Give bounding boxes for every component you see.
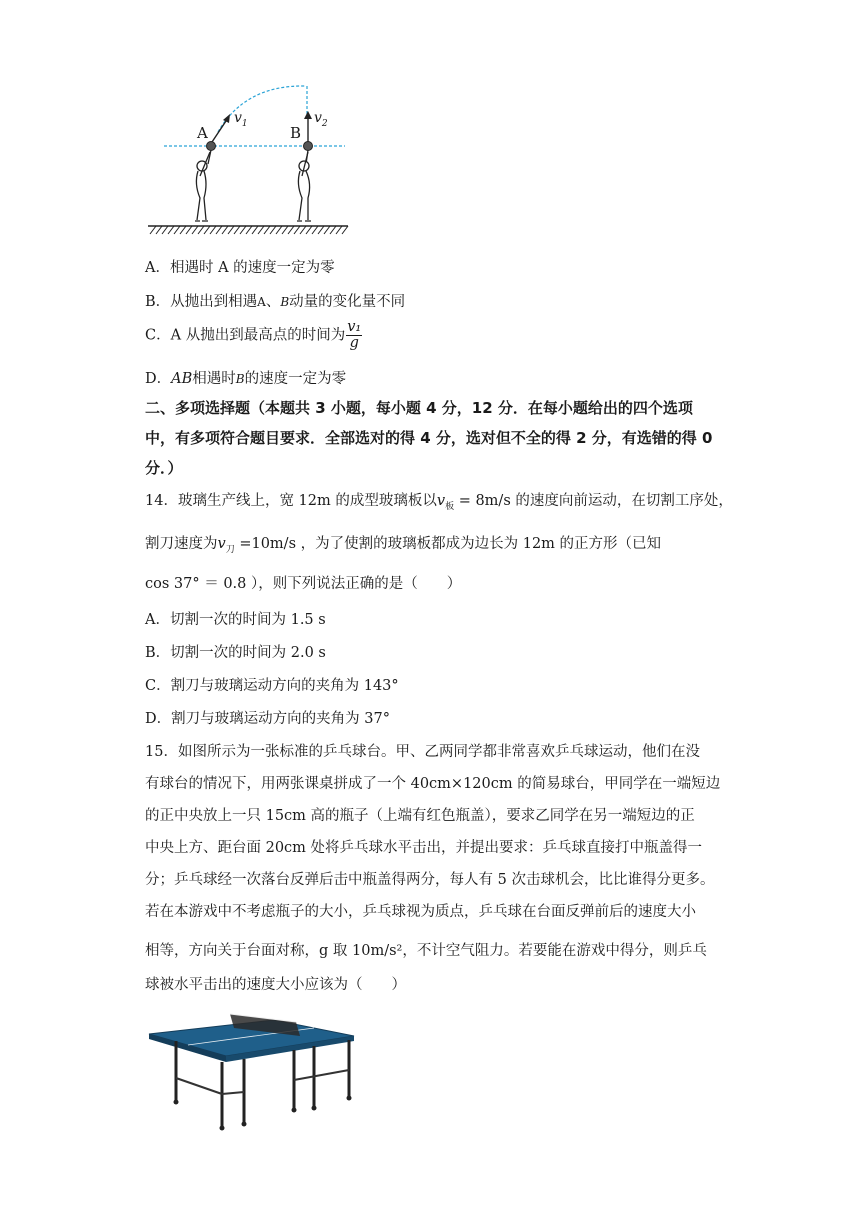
q14-line3: cos 37° ＝ 0.8 ），则下列说法正确的是（ ） <box>145 576 462 592</box>
q14-option-b: B．切割一次的时间为 2.0 s <box>145 645 326 661</box>
q14-option-d: D．割刀与玻璃运动方向的夹角为 37° <box>145 711 390 727</box>
q15-line: 的正中央放上一只 15cm 高的瓶子（上端有红色瓶盖），要求乙同学在另一端短边的正 <box>145 808 695 824</box>
label-a: A <box>197 124 208 142</box>
q15-line: 分；乒乓球经一次落台反弹后击中瓶盖得两分，每人有 5 次击球机会，比比谁得分更多。 <box>145 872 715 888</box>
label-v2: $v_2$ <box>314 110 328 129</box>
q13-option-c: C．A 从抛出到最高点的时间为 $\frac{\text{v₁}}{g}$ <box>145 319 362 351</box>
q14-option-c: C．割刀与玻璃运动方向的夹角为 143° <box>145 678 399 694</box>
q14-line1: 14．玻璃生产线上，宽 12m 的成型玻璃板以$v_板 = 8m/s$ 的速度向前运动，在切割工序处， <box>145 493 733 512</box>
q14-line2: 割刀速度为$v_刀 =10m/s$ ，为了使割的玻璃板都成为边长为 12m 的正方形（已知 <box>145 536 662 555</box>
q13-option-a: A．相遇时 A 的速度一定为零 <box>145 260 335 276</box>
label-b: B <box>290 124 302 142</box>
section-heading: 二、多项选择题（本题共 3 小题，每小题 4 分，12 分．在每小题给出的四个选项中，有多项符合题目要求．全部选对的得 4 分，选对但不全的得 2 分，有选错的得 0 分．） <box>145 399 713 477</box>
q15-line: 15．如图所示为一张标准的乒乓球台。甲、乙两同学都非常喜欢乒乓球运动，他们在没 <box>145 744 700 760</box>
q13-option-d: D．AB相遇时B的速度一定为零 <box>145 371 347 387</box>
q15-line: 球被水平击出的速度大小应该为（ ） <box>145 977 406 993</box>
fraction: $\frac{\text{v₁}}{g}$ <box>347 319 362 351</box>
ping-pong-table-image <box>144 1008 359 1133</box>
throw-figure <box>140 80 355 240</box>
label-v1: $v_1$ <box>234 110 248 129</box>
q15-line: 中央上方、距台面 20cm 处将乒乓球水平击出，并提出要求：乒乓球直接打中瓶盖得一 <box>145 840 703 856</box>
q13-option-b: B．从抛出到相遇A、B动量的变化量不同 <box>145 294 406 310</box>
q15-line: 有球台的情况下，用两张课桌拼成了一个 40cm×120cm 的简易球台，甲同学在一端短边 <box>145 776 721 792</box>
q15-line: 相等，方向关于台面对称，g 取 10m/s²，不计空气阻力。若要能在游戏中得分，则乒乓 <box>145 943 707 959</box>
q14-option-a: A．切割一次的时间为 1.5 s <box>145 612 326 628</box>
q15-line: 若在本游戏中不考虑瓶子的大小，乒乓球视为质点，乒乓球在台面反弹前后的速度大小 <box>145 904 696 920</box>
